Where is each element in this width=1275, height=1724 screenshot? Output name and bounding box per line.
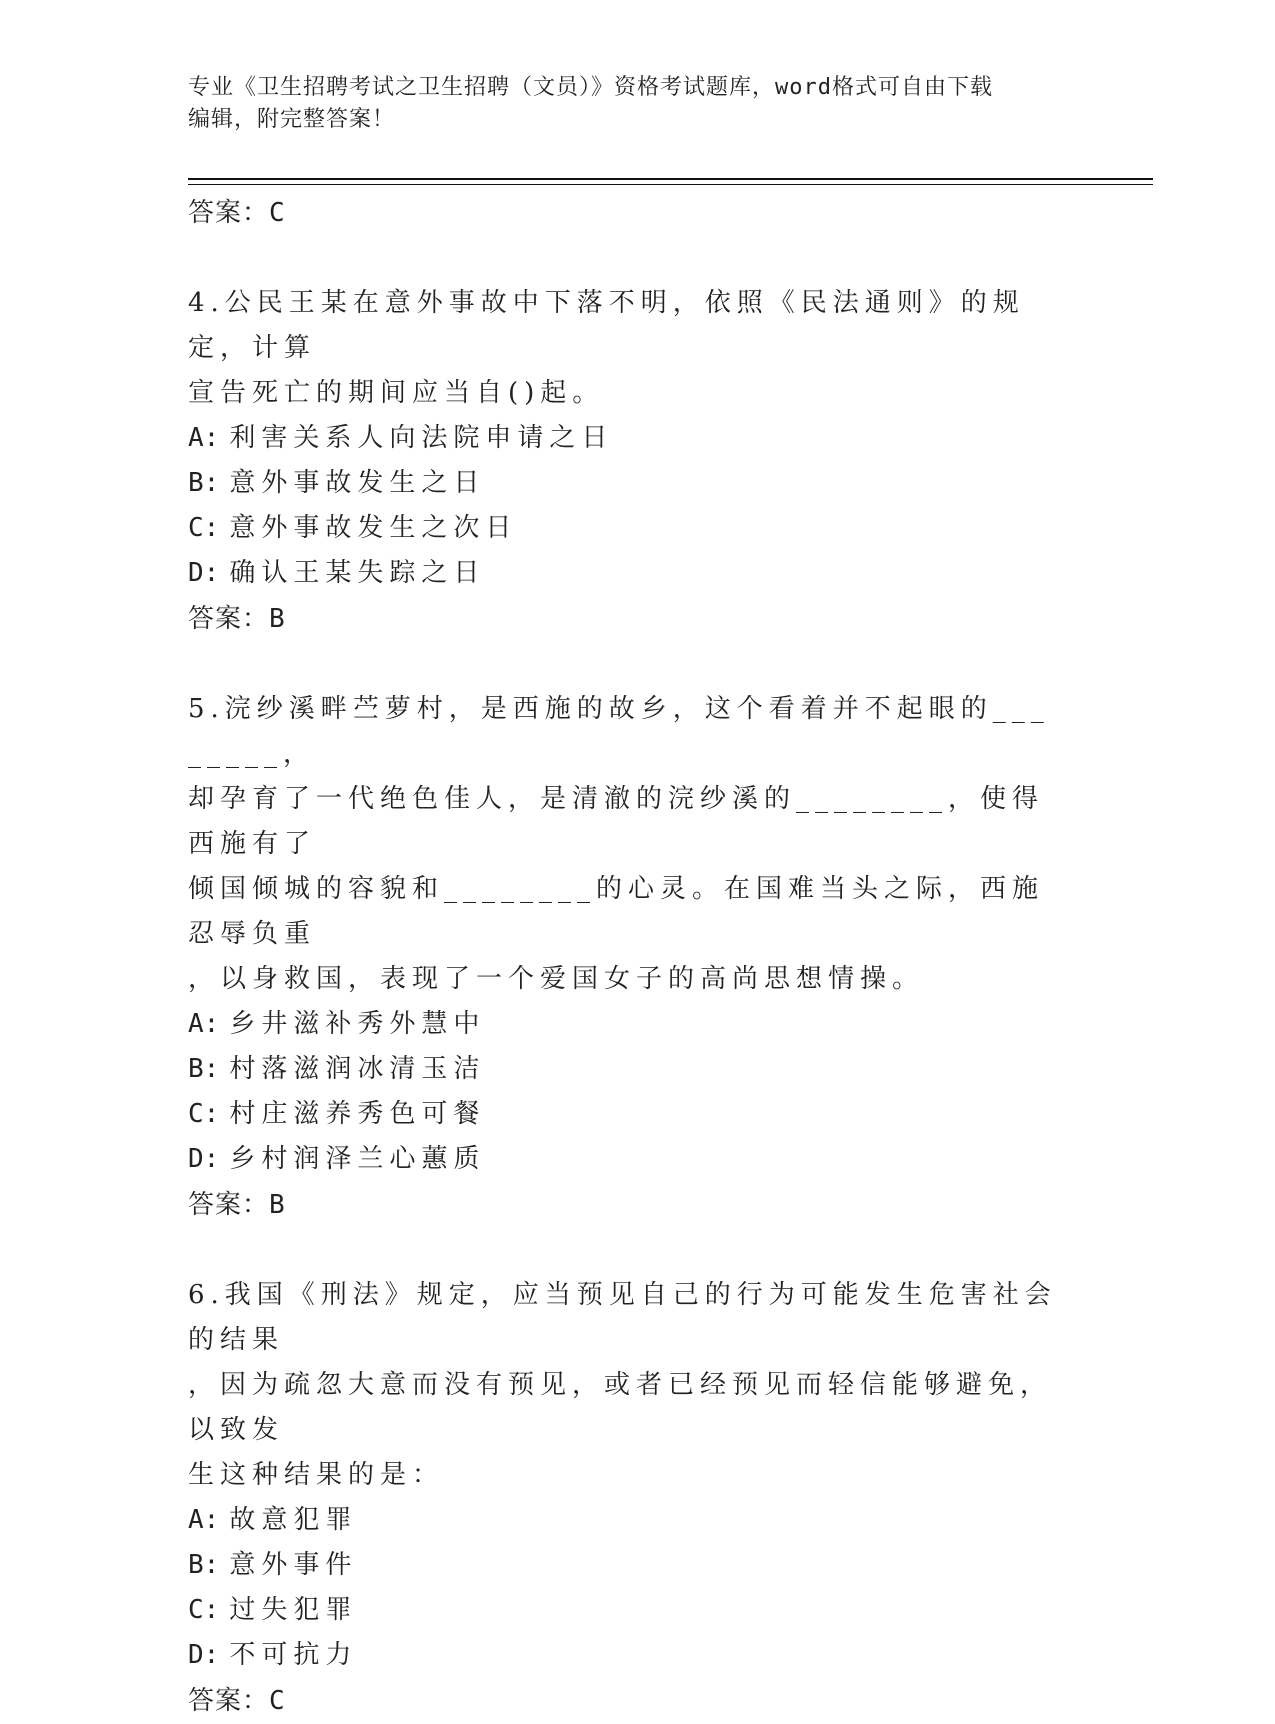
header-line-2: 编辑，附完整答案！ [188,107,396,132]
document-body [188,190,1068,1724]
question-text: 生这种结果的是： [188,1460,445,1490]
header-line-1: 专业《卫生招聘考试之卫生招聘（文员）》资格考试题库，word格式可自由下载 [188,75,993,100]
answer-value: C [269,1686,286,1716]
question-text: 却孕育了一代绝色佳人，是清澈的浣纱溪的________，使得西施有了 [188,784,1045,859]
question-6 [188,1273,1068,1724]
option-a: A: 故意犯罪 [188,1505,358,1535]
question-5 [188,687,1068,1228]
question-4 [188,281,1068,642]
option-d: D: 确认王某失踪之日 [188,558,486,588]
answer-line: 答案：B [188,1190,286,1220]
option-a: A: 利害关系人向法院申请之日 [188,423,614,453]
question-text: ，以身救国，表现了一个爱国女子的高尚思想情操。 [188,964,925,994]
option-d: D: 乡村润泽兰心蕙质 [188,1144,486,1174]
answer-line: 答案：C [188,1686,286,1716]
answer-value: B [269,604,286,634]
question-text: 倾国倾城的容貌和________的心灵。在国难当头之际，西施忍辱负重 [188,874,1045,949]
header-rule-thin [188,184,1153,185]
option-c: C: 意外事故发生之次日 [188,513,518,543]
header-rule-thick [188,178,1153,180]
question-text: 宣告死亡的期间应当自()起。 [188,378,605,408]
answer-value: B [269,1190,286,1220]
option-c: C: 村庄滋养秀色可餐 [188,1099,486,1129]
option-d: D: 不可抗力 [188,1640,358,1670]
question-text: ，因为疏忽大意而没有预见，或者已经预见而轻信能够避免，以致发 [188,1370,1053,1445]
question-text: 4.公民王某在意外事故中下落不明，依照《民法通则》的规定，计算 [188,288,1025,363]
answer-value: C [269,198,286,228]
question-text: 5.浣纱溪畔苎萝村，是西施的故乡，这个看着并不起眼的________， [188,694,1050,769]
answer-label: 答案： [188,198,270,228]
option-b: B: 村落滋润冰清玉洁 [188,1054,486,1084]
option-a: A: 乡井滋补秀外慧中 [188,1009,486,1039]
question-text: 6.我国《刑法》规定，应当预见自己的行为可能发生危害社会的结果 [188,1280,1057,1355]
option-c: C: 过失犯罪 [188,1595,358,1625]
answer-line [188,190,1068,236]
option-b: B: 意外事故发生之日 [188,468,486,498]
option-b: B: 意外事件 [188,1550,358,1580]
document-header [188,72,1088,136]
answer-line: 答案：B [188,604,286,634]
